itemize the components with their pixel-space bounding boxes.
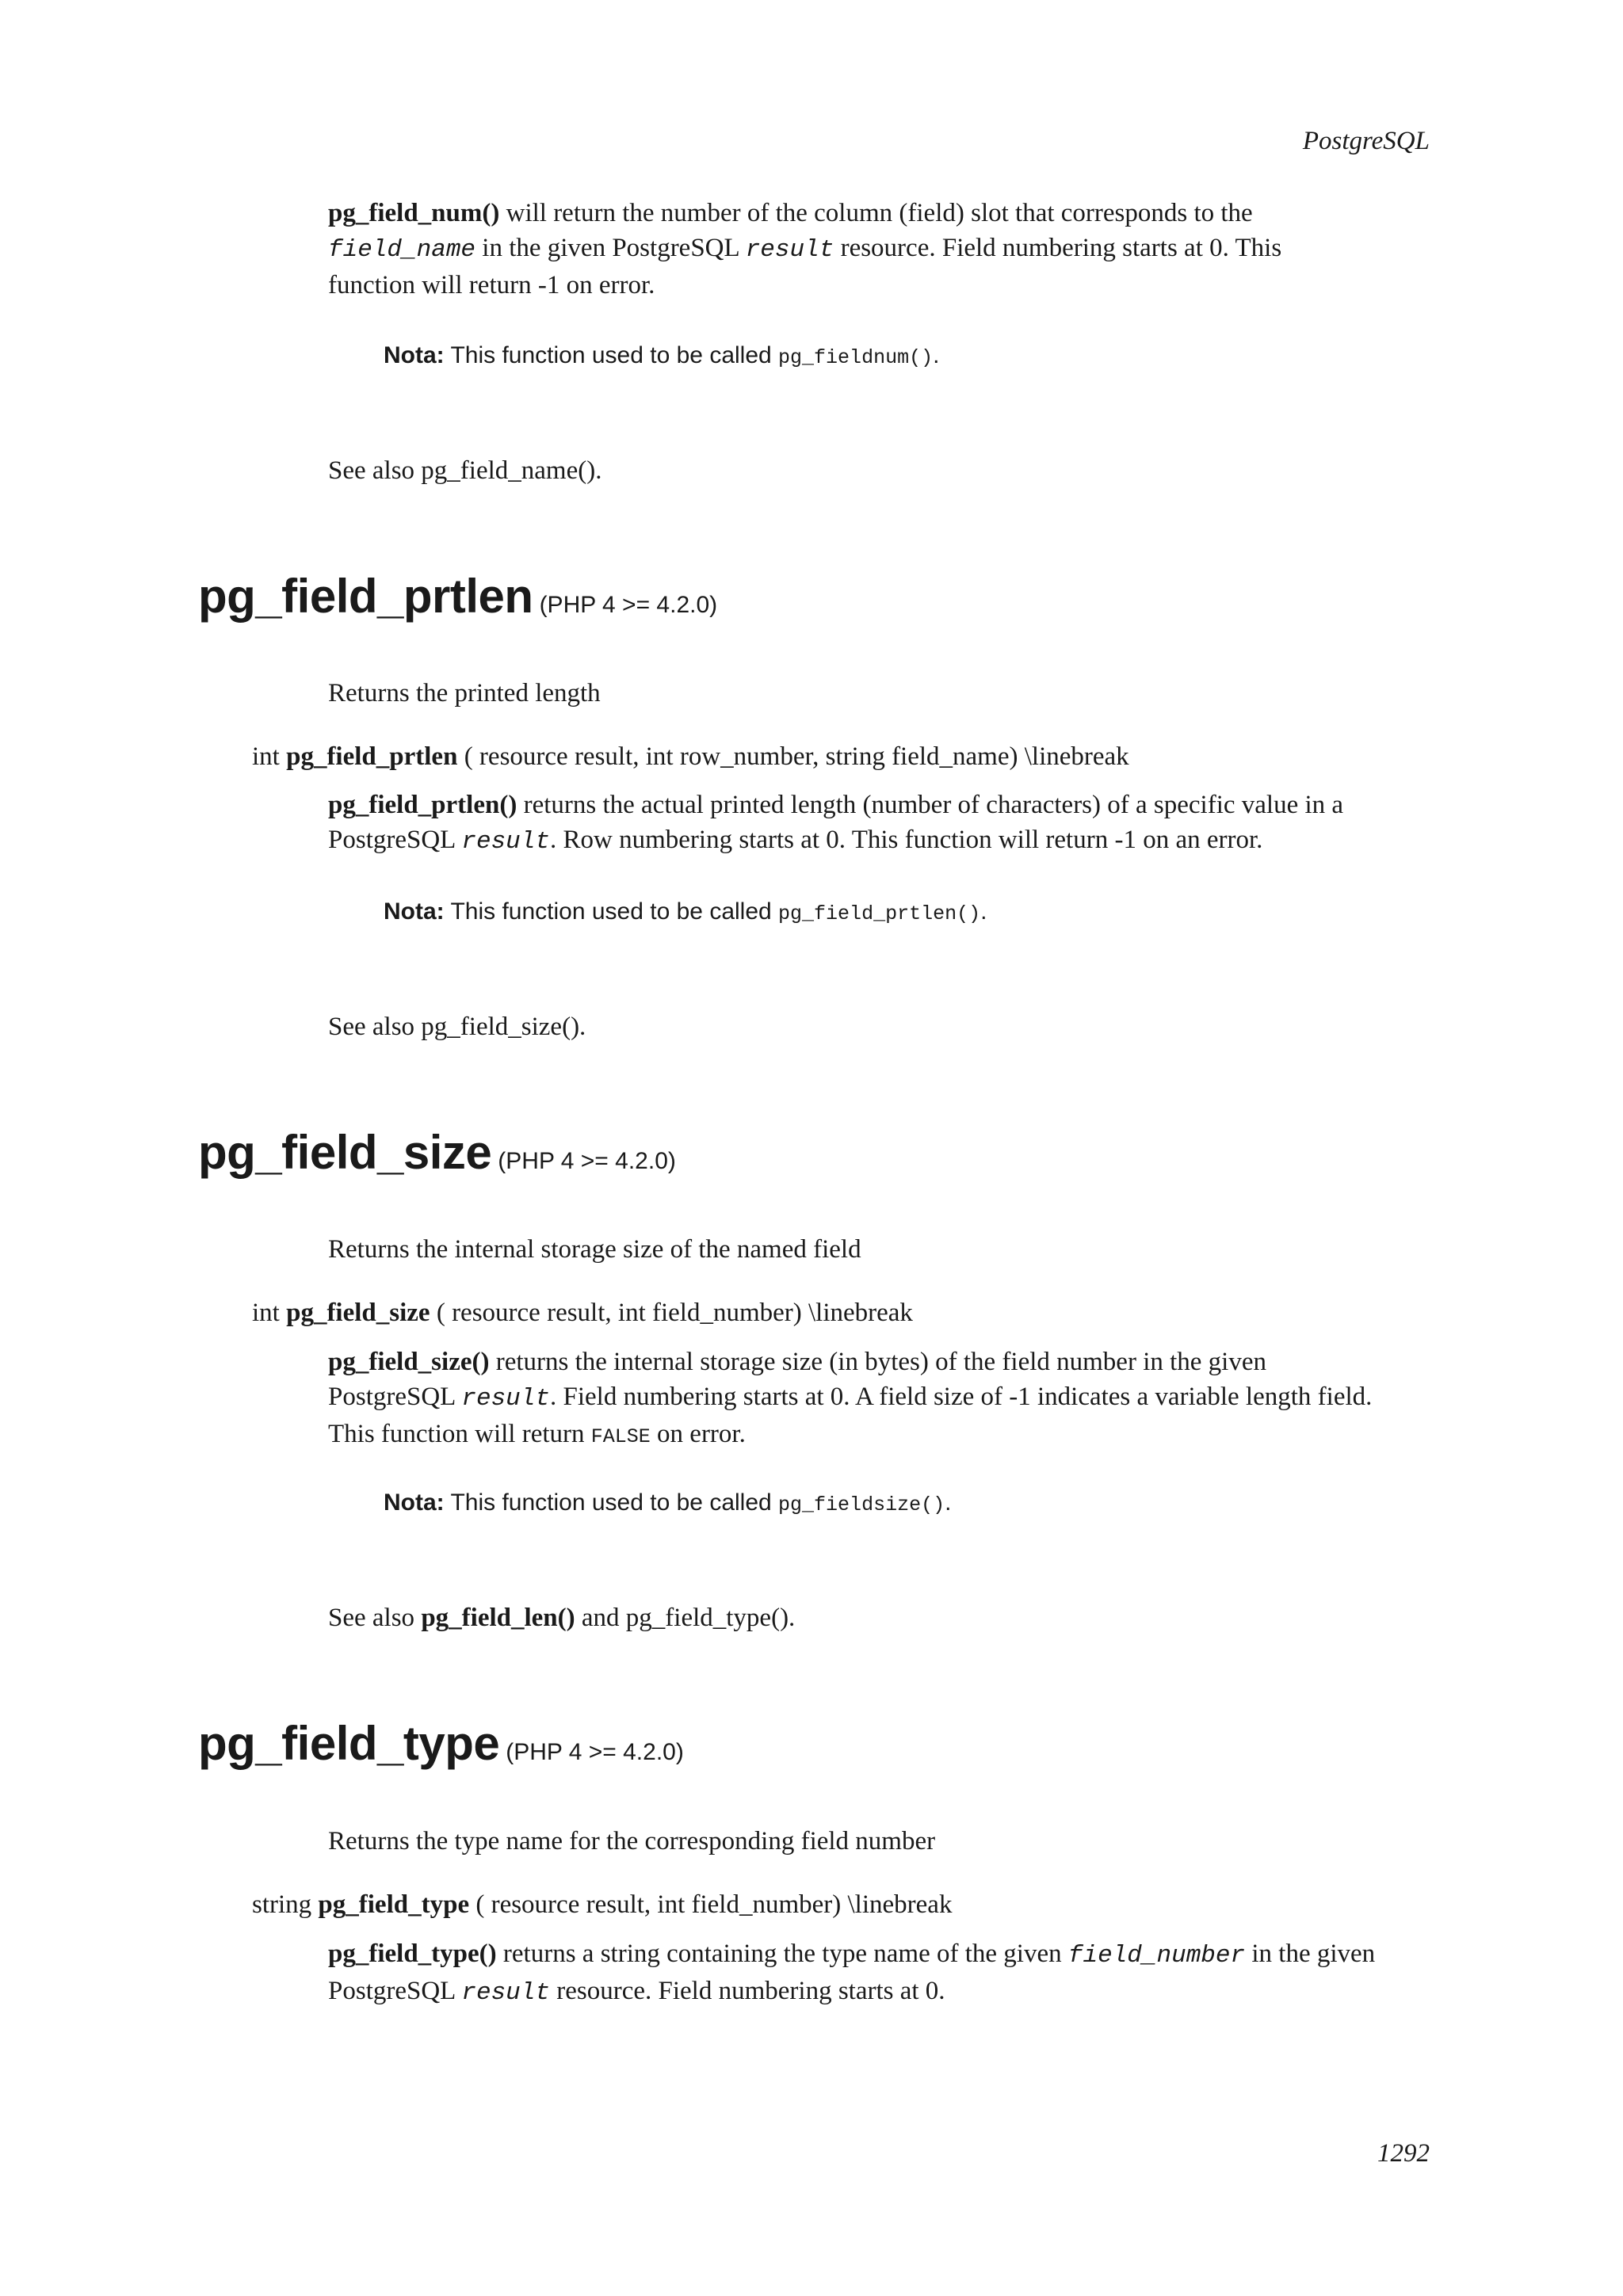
parameter-name: result <box>461 1385 550 1413</box>
note <box>384 342 939 369</box>
text-segment: in the given PostgreSQL <box>475 234 746 262</box>
text-segment: . Row numbering starts at 0. This function will return -1 on an error. <box>550 826 1263 854</box>
parameter-name: field_name <box>328 236 476 264</box>
text-segment: PostgreSQL <box>328 826 462 854</box>
pg-field-num-description <box>328 196 1438 303</box>
text-segment: will return the number of the column (field) slot that corresponds to the <box>499 199 1253 227</box>
text-segment: and pg_field_type(). <box>575 1604 796 1632</box>
see-also: See also pg_field_size(). <box>328 1013 586 1041</box>
function-reference: pg_field_len() <box>421 1604 575 1632</box>
text-segment: PostgreSQL <box>328 1383 462 1411</box>
function-description <box>328 1936 1438 2011</box>
section-heading <box>198 1125 676 1180</box>
text-segment: function will return -1 on error. <box>328 271 655 299</box>
function-name: pg_field_size <box>286 1299 430 1327</box>
see-also <box>328 1600 1438 1635</box>
note-code: pg_fieldnum() <box>778 346 934 369</box>
section-version: (PHP 4 >= 4.2.0) <box>506 1739 684 1765</box>
return-type: int <box>252 1299 287 1327</box>
return-type: string <box>252 1890 319 1919</box>
parameter-name: field_number <box>1067 1942 1246 1970</box>
constant: FALSE <box>590 1425 651 1448</box>
note-text: This function used to be called <box>444 898 779 925</box>
note <box>384 1489 951 1516</box>
note-label: Nota: <box>384 898 445 925</box>
section-title: pg_field_prtlen <box>198 570 533 623</box>
function-arguments: ( resource result, int field_number) \linebreak <box>430 1299 913 1327</box>
parameter-name: result <box>461 828 550 856</box>
return-type: int <box>252 742 287 771</box>
function-description <box>328 788 1438 860</box>
text-segment: returns the internal storage size (in bytes) of the field number in the given <box>489 1348 1266 1376</box>
note-text: . <box>980 898 987 925</box>
section-heading <box>198 1716 684 1771</box>
text-segment: resource. Field numbering starts at 0. <box>550 1977 945 2005</box>
text-segment: This function will return <box>328 1420 591 1448</box>
text-segment: in the given <box>1245 1939 1376 1968</box>
section-purpose: Returns the printed length <box>328 679 601 707</box>
function-name: pg_field_prtlen <box>286 742 458 771</box>
function-synopsis <box>252 1887 952 1922</box>
note-code: pg_field_prtlen() <box>778 902 981 925</box>
section-purpose: Returns the type name for the corresponding field number <box>328 1827 936 1855</box>
note-code: pg_fieldsize() <box>778 1493 945 1516</box>
function-name: pg_field_num() <box>328 199 500 227</box>
function-name: pg_field_type <box>318 1890 470 1919</box>
section-heading <box>198 569 717 624</box>
function-name: pg_field_prtlen() <box>328 791 517 819</box>
note <box>384 898 987 925</box>
section-title: pg_field_type <box>198 1717 500 1770</box>
parameter-name: result <box>745 236 834 264</box>
text-segment: resource. Field numbering starts at 0. This <box>834 234 1282 262</box>
section-purpose: Returns the internal storage size of the named field <box>328 1235 861 1264</box>
page-number: 1292 <box>1377 2139 1430 2168</box>
function-synopsis <box>252 739 1129 774</box>
section-version: (PHP 4 >= 4.2.0) <box>498 1148 676 1174</box>
note-text: . <box>933 342 940 368</box>
function-arguments: ( resource result, int row_number, string field_name) \linebreak <box>457 742 1129 771</box>
running-header: PostgreSQL <box>1302 127 1430 155</box>
note-text: . <box>945 1489 952 1516</box>
function-description <box>328 1344 1438 1455</box>
function-name: pg_field_type() <box>328 1939 497 1968</box>
note-label: Nota: <box>384 342 445 368</box>
section-version: (PHP 4 >= 4.2.0) <box>539 592 718 618</box>
function-arguments: ( resource result, int field_number) \linebreak <box>469 1890 953 1919</box>
note-text: This function used to be called <box>444 1489 779 1516</box>
text-segment: on error. <box>650 1420 746 1448</box>
text-segment: See also <box>328 1604 422 1632</box>
function-name: pg_field_size() <box>328 1348 490 1376</box>
note-label: Nota: <box>384 1489 445 1516</box>
text-segment: returns a string containing the type name of the given <box>496 1939 1068 1968</box>
text-segment: returns the actual printed length (number of characters) of a specific value in a <box>517 791 1344 819</box>
text-segment: PostgreSQL <box>328 1977 462 2005</box>
function-synopsis <box>252 1295 913 1330</box>
note-text: This function used to be called <box>444 342 779 368</box>
parameter-name: result <box>461 1979 550 2007</box>
see-also: See also pg_field_name(). <box>328 456 602 485</box>
section-title: pg_field_size <box>198 1126 492 1179</box>
text-segment: . Field numbering starts at 0. A field size of -1 indicates a variable length field. <box>550 1383 1373 1411</box>
